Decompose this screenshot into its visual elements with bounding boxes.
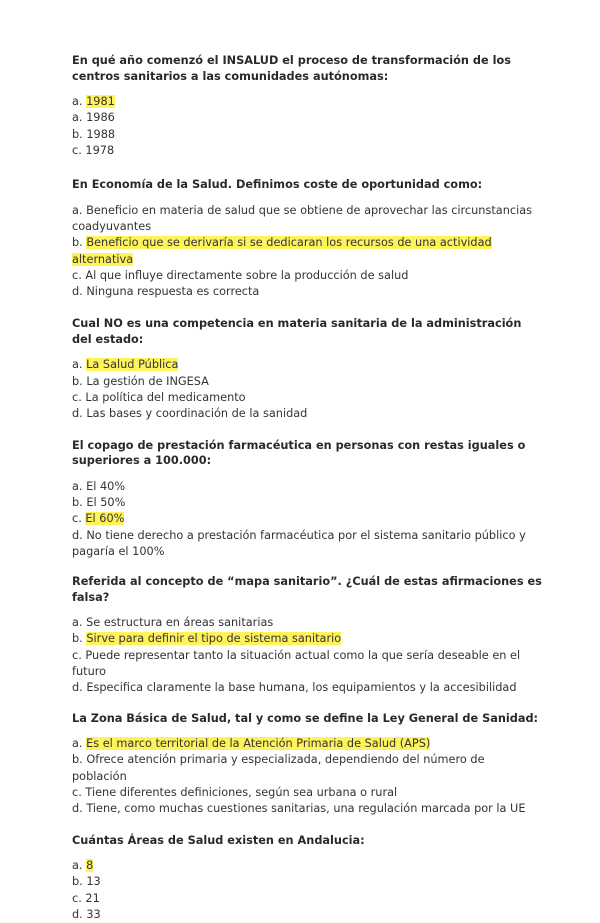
option-text: Tiene diferentes definiciones, según sea urbana o rural: [85, 786, 398, 800]
answer-option: [72, 235, 542, 268]
question-3: [72, 316, 542, 422]
question-text: El copago de prestación farmacéutica en personas con restas iguales o superiores a 100.000:: [72, 438, 526, 468]
option-prefix: b.: [72, 753, 87, 767]
option-text: La política del medicamento: [85, 391, 246, 405]
answer-option: [72, 891, 542, 907]
question-text: En Economía de la Salud. Definimos coste de oportunidad como:: [72, 178, 483, 192]
option-prefix: a.: [72, 358, 87, 372]
answer-option: [72, 94, 542, 110]
option-prefix: c.: [72, 891, 86, 905]
answer-option: [72, 528, 542, 561]
answer-option: [72, 357, 542, 373]
option-text: Especifica claramente la base humana, los equipamientos y la accesibilidad: [86, 681, 517, 695]
option-text: Ninguna respuesta es correcta: [86, 285, 260, 299]
option-prefix: d.: [72, 407, 87, 421]
option-prefix: c.: [72, 786, 86, 800]
answer-option: [72, 495, 542, 511]
question-text: Referida al concepto de “mapa sanitario”. ¿Cuál de estas afirmaciones es falsa?: [72, 575, 542, 604]
question-4: [72, 438, 542, 560]
question-1: [72, 53, 542, 159]
question-text: Cual NO es una competencia en materia sanitaria de la administración del estado:: [72, 317, 522, 346]
answer-option: [72, 406, 542, 422]
option-prefix: a.: [72, 203, 87, 217]
answer-option: [72, 143, 542, 159]
option-prefix: a.: [72, 111, 87, 125]
option-text-highlighted: Beneficio que se derivaría si se dedicaran los recursos de una actividad alternativa: [72, 236, 492, 266]
option-prefix: a.: [72, 737, 87, 751]
option-text: Ofrece atención primaria y especializada, dependiendo del número de población: [72, 753, 485, 783]
answer-option: [72, 801, 542, 817]
option-text-highlighted: 1981: [86, 95, 115, 108]
answer-option: [72, 374, 542, 390]
answer-option: [72, 479, 542, 495]
question-text: En qué año comenzó el INSALUD el proceso de transformación de los centros sanitarios a las comunidades autónomas:: [72, 54, 511, 83]
option-text: Puede representar tanto la situación actual como la que sería deseable en el futuro: [72, 648, 521, 679]
answer-option: [72, 858, 542, 874]
answer-option: [72, 127, 542, 143]
question-text: La Zona Básica de Salud, tal y como se define la Ley General de Sanidad:: [72, 711, 539, 725]
option-prefix: d.: [72, 528, 87, 542]
answer-option: [72, 268, 542, 284]
option-text: Las bases y coordinación de la sanidad: [86, 407, 308, 421]
option-text: 1986: [86, 111, 115, 125]
answer-option: [72, 511, 542, 527]
option-text: Beneficio en materia de salud que se obtiene de aprovechar las circunstancias coadyuvantes: [72, 203, 533, 233]
option-prefix: d.: [72, 908, 87, 921]
option-text: Se estructura en áreas sanitarias: [86, 616, 274, 630]
option-prefix: c.: [72, 268, 86, 282]
question-text: Cuántas Áreas de Salud existen en Andalucia:: [72, 833, 365, 847]
option-prefix: c.: [72, 648, 86, 662]
option-text: El 40%: [86, 479, 126, 493]
option-prefix: b.: [72, 495, 87, 509]
answer-option: [72, 785, 542, 801]
answer-option: [72, 390, 542, 406]
option-prefix: b.: [72, 875, 87, 889]
question-2: [72, 177, 542, 300]
document-page: [72, 53, 542, 923]
option-prefix: a.: [72, 95, 87, 108]
option-text-highlighted: Sirve para definir el tipo de sistema sanitario: [86, 632, 342, 646]
option-prefix: a.: [72, 479, 87, 493]
answer-option: [72, 907, 542, 923]
answer-option: [72, 615, 542, 631]
option-prefix: c.: [72, 512, 86, 526]
answer-option: [72, 631, 542, 647]
option-text: 21: [85, 891, 100, 905]
option-prefix: a.: [72, 859, 87, 873]
option-text-highlighted: El 60%: [85, 512, 125, 526]
question-5: [72, 574, 542, 696]
question-7: [72, 833, 542, 923]
option-prefix: b.: [72, 632, 87, 646]
option-prefix: d.: [72, 802, 87, 816]
option-prefix: b.: [72, 127, 87, 141]
option-text-highlighted: Es el marco territorial de la Atención Primaria de Salud (APS): [86, 737, 431, 751]
answer-option: [72, 736, 542, 752]
option-prefix: b.: [72, 374, 87, 388]
option-text: Al que influye directamente sobre la producción de salud: [85, 268, 409, 282]
option-prefix: d.: [72, 285, 87, 299]
option-text: No tiene derecho a prestación farmacéutica por el sistema sanitario público y pagaría el 100%: [72, 528, 526, 558]
answer-option: [72, 752, 542, 785]
option-text-highlighted: 8: [86, 859, 94, 873]
option-prefix: c.: [72, 143, 86, 157]
option-prefix: a.: [72, 616, 87, 630]
option-text: 1988: [86, 127, 116, 141]
answer-option: [72, 110, 542, 126]
option-text: Tiene, como muchas cuestiones sanitarias, una regulación marcada por la UE: [86, 802, 526, 816]
option-text: 1978: [85, 143, 115, 157]
option-prefix: b.: [72, 236, 87, 250]
answer-option: [72, 203, 542, 236]
option-text: 13: [86, 875, 101, 889]
answer-option: [72, 680, 542, 696]
option-text: El 50%: [86, 495, 126, 509]
option-text: 33: [86, 908, 101, 921]
option-text-highlighted: La Salud Pública: [86, 358, 179, 372]
option-prefix: d.: [72, 681, 87, 695]
option-text: La gestión de INGESA: [86, 374, 209, 388]
answer-option: [72, 648, 542, 681]
answer-option: [72, 874, 542, 890]
option-prefix: c.: [72, 391, 86, 405]
answer-option: [72, 284, 542, 300]
question-6: [72, 711, 542, 818]
